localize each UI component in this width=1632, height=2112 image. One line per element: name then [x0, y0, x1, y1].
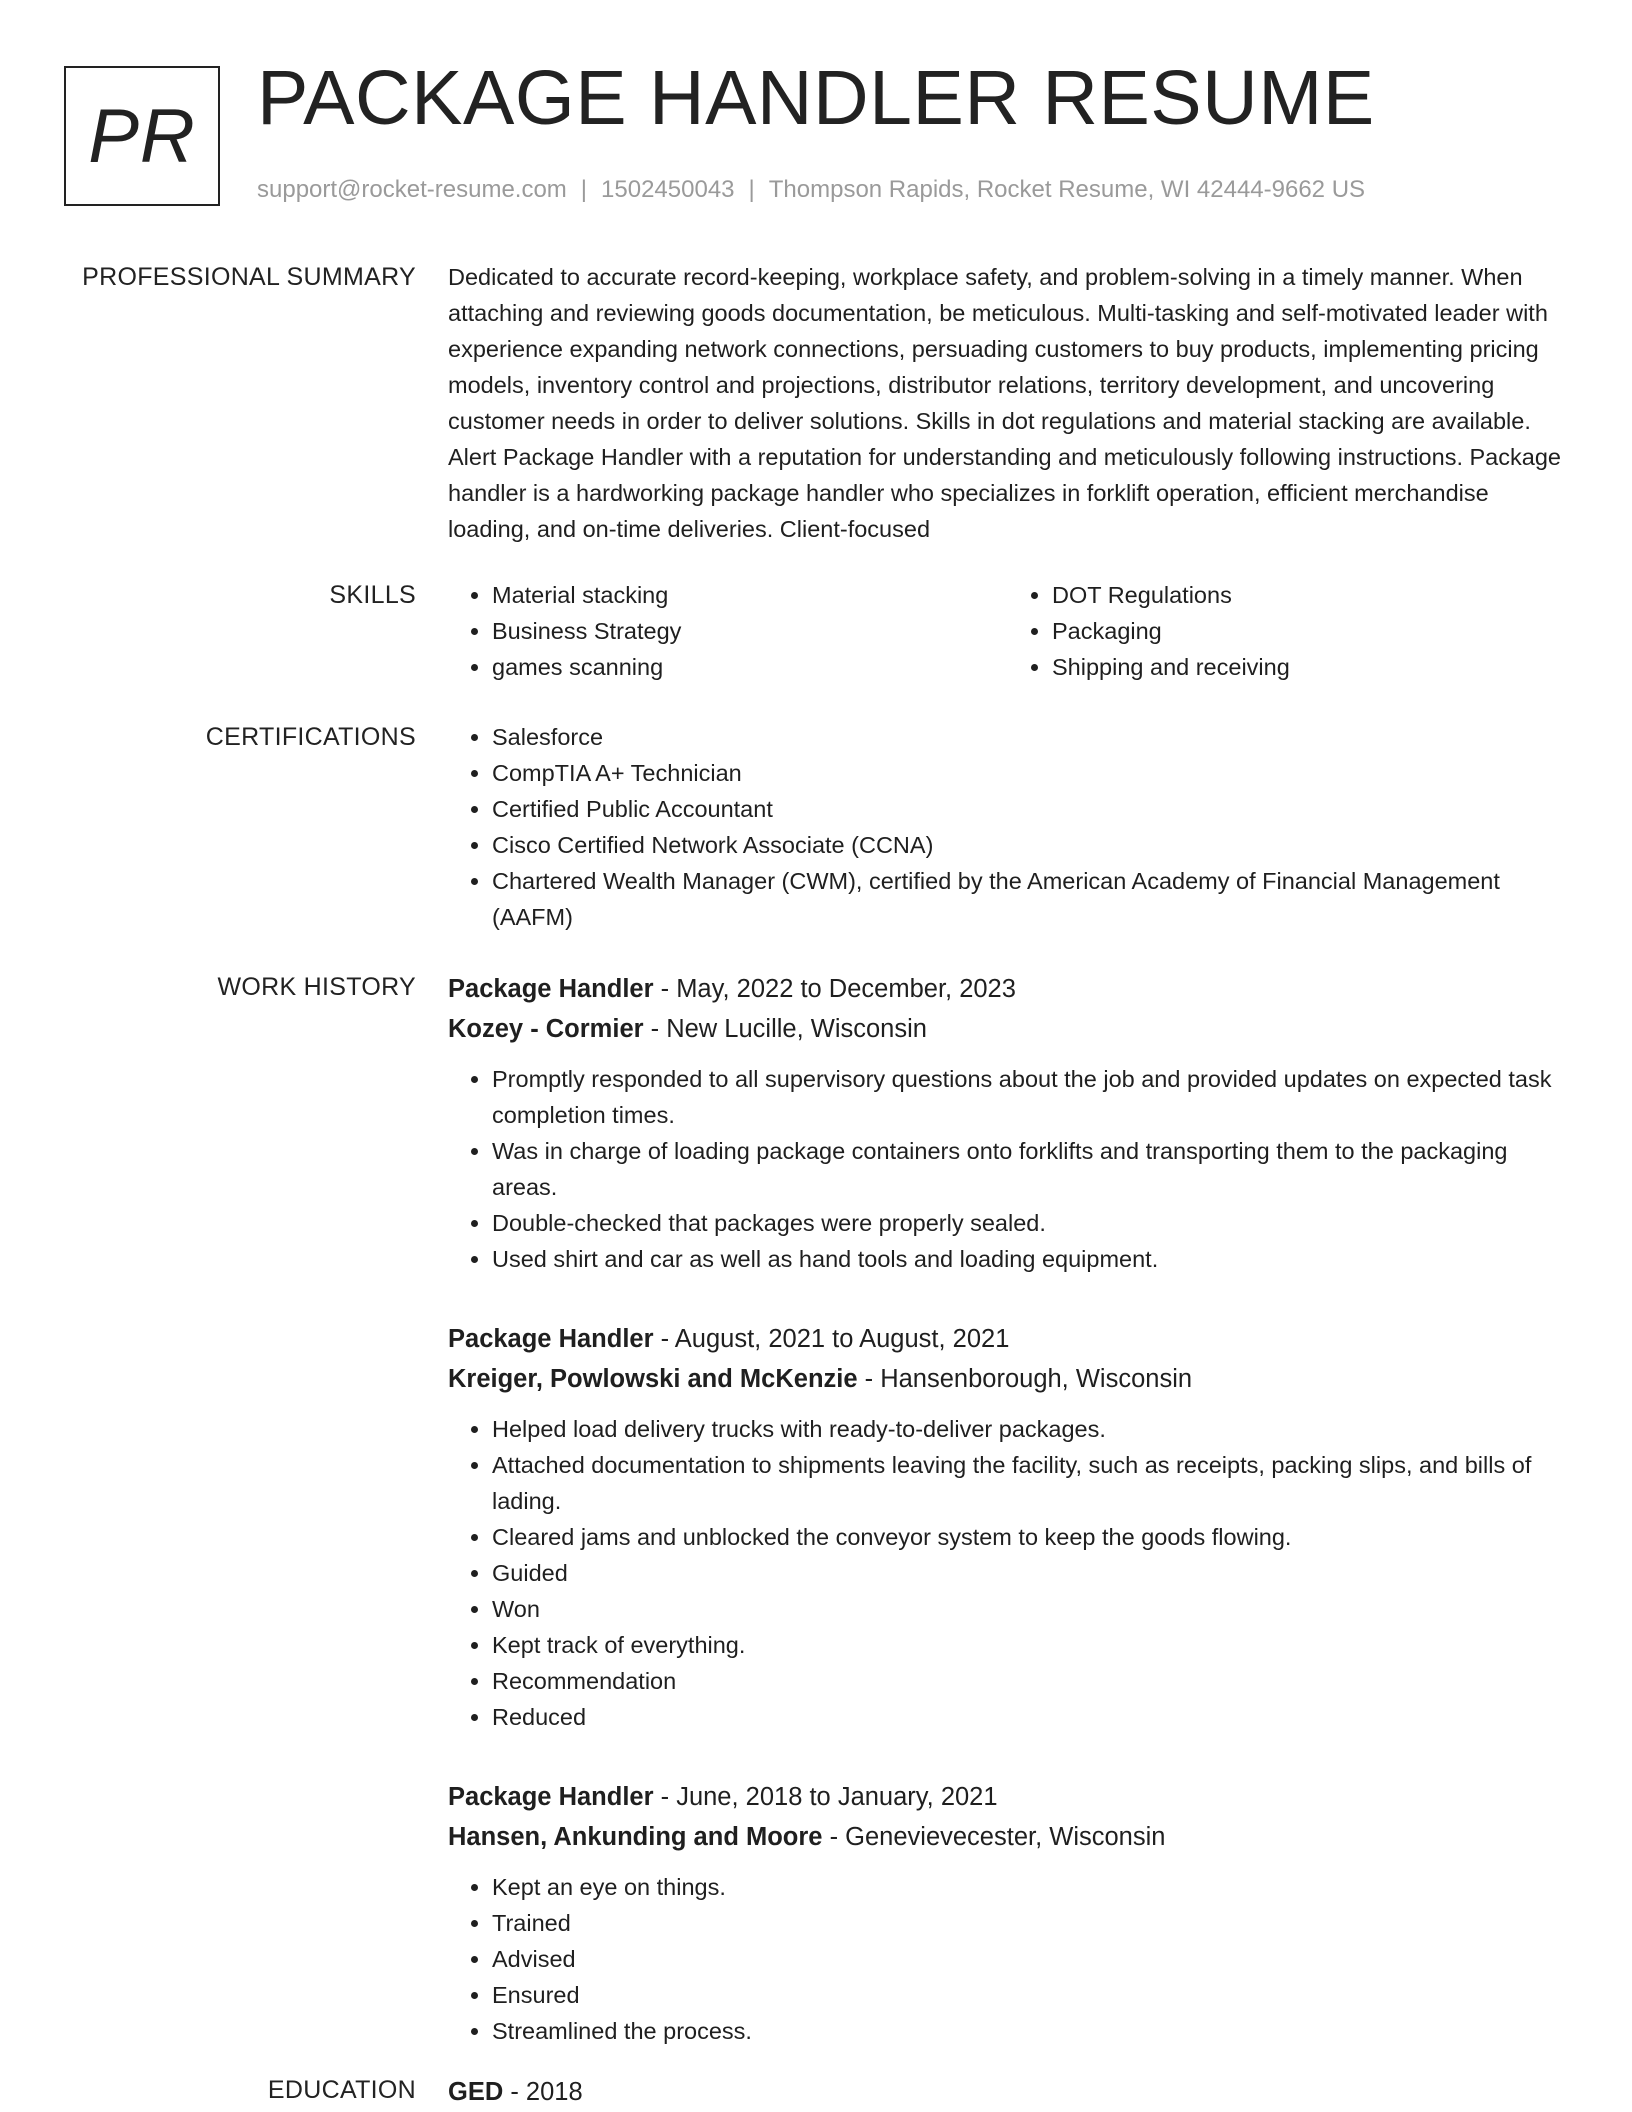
job-bullets [448, 1869, 1568, 2049]
skill-item: • Packaging [1052, 613, 1568, 649]
job-company-line [448, 1009, 1568, 1049]
job-dates: - August, 2021 to August, 2021 [653, 1325, 1010, 1353]
initials-monogram [64, 66, 220, 206]
job-title: Package Handler [448, 1325, 654, 1353]
contact-email: support@rocket-resume.com [257, 176, 567, 203]
job-bullet: • Kept an eye on things. [492, 1869, 1568, 1905]
job-bullet: • Kept track of everything. [492, 1627, 1568, 1663]
job-entry [448, 1777, 1568, 2049]
skill-item: • Business Strategy [492, 613, 1008, 649]
job-company: Hansen, Ankunding and Moore [448, 1823, 823, 1851]
skills-column-right [1008, 577, 1568, 685]
job-bullet: • Trained [492, 1905, 1568, 1941]
job-bullets [448, 1411, 1568, 1735]
section-label-summary: PROFESSIONAL SUMMARY [82, 263, 416, 291]
contact-address: Thompson Rapids, Rocket Resume, WI 42444-9662 US [768, 176, 1366, 203]
job-bullet: • Double-checked that packages were properly sealed. [492, 1205, 1568, 1241]
certification-item: • Certified Public Accountant [492, 791, 1568, 827]
job-dates: - June, 2018 to January, 2021 [653, 1783, 998, 1811]
job-bullet: • Advised [492, 1941, 1568, 1977]
skill-item: • Shipping and receiving [1052, 649, 1568, 685]
skill-item: • DOT Regulations [1052, 577, 1568, 613]
job-title-line [448, 969, 1568, 1009]
job-bullet: • Won [492, 1591, 1568, 1627]
job-bullet: • Cleared jams and unblocked the conveyor system to keep the goods flowing. [492, 1519, 1568, 1555]
initials-text: PR [88, 93, 196, 179]
certification-item: • CompTIA A+ Technician [492, 755, 1568, 791]
job-bullet: • Guided [492, 1555, 1568, 1591]
job-bullet: • Streamlined the process. [492, 2013, 1568, 2049]
contact-phone: 1502450043 [601, 176, 735, 203]
section-label-work-history: WORK HISTORY [217, 973, 416, 1001]
page-title: PACKAGE HANDLER RESUME [257, 55, 1375, 141]
contact-separator: | [748, 176, 755, 203]
job-title: Package Handler [448, 975, 654, 1003]
section-label-education: EDUCATION [267, 2076, 416, 2104]
job-bullet: • Attached documentation to shipments leaving the facility, such as receipts, packing slips, and bills of lading. [492, 1447, 1568, 1519]
certification-item: • Salesforce [492, 719, 1568, 755]
education-year: - 2018 [503, 2078, 583, 2106]
job-company-line [448, 1359, 1568, 1399]
section-label-skills: SKILLS [329, 581, 416, 609]
contact-separator: | [580, 176, 588, 203]
job-company: Kozey - Cormier [448, 1015, 644, 1043]
job-title-line [448, 1777, 1568, 1817]
job-bullet: • Ensured [492, 1977, 1568, 2013]
job-bullet: • Used shirt and car as well as hand tools and loading equipment. [492, 1241, 1568, 1277]
job-entry [448, 969, 1568, 1277]
skills-list [448, 577, 1568, 685]
section-label-certifications: CERTIFICATIONS [205, 723, 416, 751]
skills-column-left [448, 577, 1008, 685]
job-location: - Genevievecester, Wisconsin [822, 1823, 1166, 1851]
certification-item: • Cisco Certified Network Associate (CCNA) [492, 827, 1568, 863]
job-bullet: • Recommendation [492, 1663, 1568, 1699]
job-location: - Hansenborough, Wisconsin [857, 1365, 1193, 1393]
job-company: Kreiger, Powlowski and McKenzie [448, 1365, 858, 1393]
certification-item: • Chartered Wealth Manager (CWM), certified by the American Academy of Financial Management (AAFM) [492, 863, 1568, 935]
job-bullet: • Reduced [492, 1699, 1568, 1735]
job-bullet: • Helped load delivery trucks with ready-to-deliver packages. [492, 1411, 1568, 1447]
education-degree: GED [448, 2078, 504, 2106]
summary-text: Dedicated to accurate record-keeping, workplace safety, and problem-solving in a timely manner. When attaching and reviewing goods documentation, be meticulous. Multi-tasking and self-motivated leader with experience expanding network connections, persuading customers to buy products, implementing pricing models, inventory control and projections, distributor relations, territory development, and uncovering customer needs in order to deliver solutions. Skills in dot regulations and material stacking are available. Alert Package Handler with a reputation for understanding and meticulously following instructions. Package handler is a hardworking package handler who specializes in forklift operation, efficient merchandise loading, and on-time deliveries. Client-focused [448, 264, 1561, 542]
job-dates: - May, 2022 to December, 2023 [653, 975, 1016, 1003]
contact-line [257, 176, 1365, 204]
skill-item: • games scanning [492, 649, 1008, 685]
job-location: - New Lucille, Wisconsin [643, 1015, 927, 1043]
job-title-line [448, 1319, 1568, 1359]
certifications-list [448, 719, 1568, 935]
job-bullets [448, 1061, 1568, 1277]
job-entry [448, 1319, 1568, 1735]
education-entry [448, 2072, 1568, 2112]
work-history-list [448, 969, 1568, 2091]
skill-item: • Material stacking [492, 577, 1008, 613]
job-bullet: • Was in charge of loading package containers onto forklifts and transporting them to the packaging areas. [492, 1133, 1568, 1205]
job-title: Package Handler [448, 1783, 654, 1811]
job-bullet: • Promptly responded to all supervisory questions about the job and provided updates on expected task completion times. [492, 1061, 1568, 1133]
job-company-line [448, 1817, 1568, 1857]
